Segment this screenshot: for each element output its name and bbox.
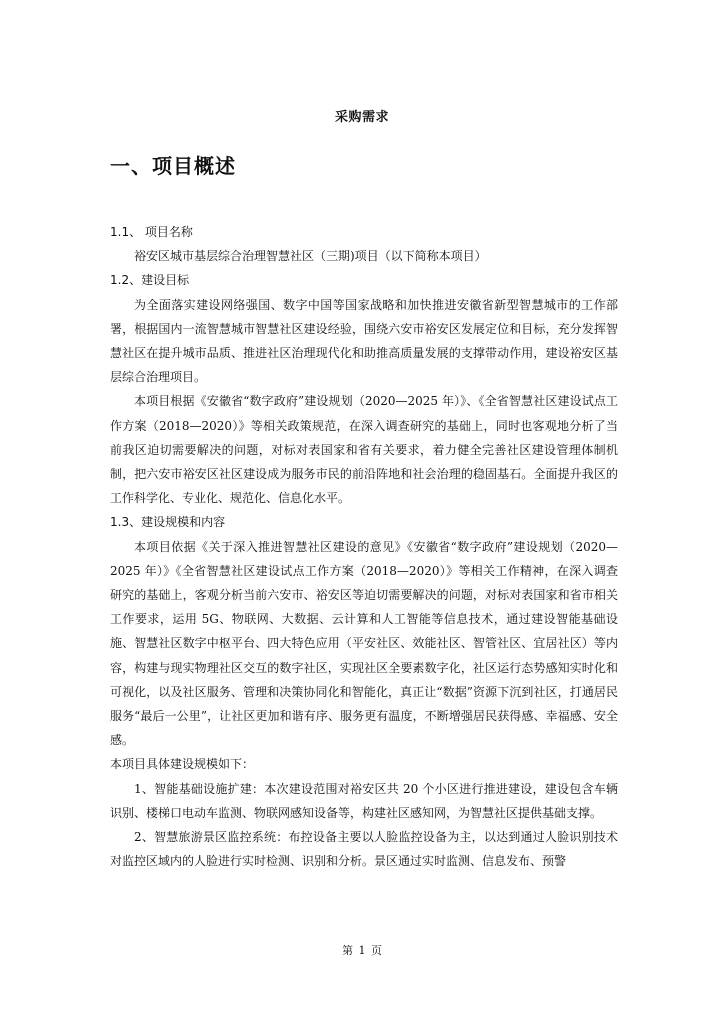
scale-item-1: 1、智能基础设施扩建：本次建设范围对裕安区共 20 个小区进行推进建设，建设包含车辆识别、楼梯口电动车监测、物联网感知设备等，构建社区感知网，为智慧社区提供基础支撑。 — [110, 781, 618, 820]
goals-paragraph-1: 为全面落实建设网络强国、数字中国等国家战略和加快推进安徽省新型智慧城市的工作部署，根据国内一流智慧城市智慧社区建设经验，围绕六安市裕安区发展定位和目标，充分发挥智慧社区在提升城市品质、推进社区治理现代化和助推高质量发展的支撑带动作用，建设裕安区基层综合治理项目。 — [110, 297, 618, 385]
project-name-paragraph: 裕安区城市基层综合治理智慧社区（三期)项目（以下简称本项目） — [134, 249, 487, 264]
section-heading-project-name: 1.1、 项目名称 — [110, 225, 193, 239]
scale-paragraph-1: 本项目依据《关于深入推进智慧社区建设的意见》《安徽省“数字政府”建设规划（2020—2025 年）》《全省智慧社区建设试点工作方案（2018—2020）》等相关工作精神，在深入调查研究的基础上，客观分析当前六安市、裕安区等迫切需要解决的问题，对标对表国家和省市相关工作要求，运用 5G、物联网、大数据、云计算和人工智能等信息技术，通过建设智能基础设施、智慧社区数字中枢平台、四大特色应用（平安社区、效能社区、智管社区、宜居社区）等内容，构建与现实物理社区交互的数字社区，实现社区全要素数字化，社区运行态势感知实时化和可视化，以及社区服务、管理和决策协同化和智能化，真正让“数据”资源下沉到社区，打通居民服务“最后一公里”，让社区更加和谐有序、服务更有温度，不断增强居民获得感、幸福感、安全感。 — [110, 539, 618, 748]
document-body — [110, 220, 618, 873]
scale-item-2: 2、智慧旅游景区监控系统：布控设备主要以人脸监控设备为主，以达到通过人脸识别技术对监控区域内的人脸进行实时检测、识别和分析。景区通过实时监测、信息发布、预警 — [110, 830, 618, 869]
chapter-heading: 一、项目概述 — [110, 154, 236, 178]
section-heading-goals: 1.2、建设目标 — [110, 273, 190, 288]
section-heading-scale: 1.3、建设规模和内容 — [110, 515, 226, 530]
document-title: 采购需求 — [334, 110, 389, 125]
goals-paragraph-2: 本项目根据《安徽省“数字政府”建设规划（2020—2025 年）》、《全省智慧社区建设试点工作方案（2018—2020）》等相关政策规范，在深入调查研究的基础上，同时也客观地分析了当前我区迫切需要解决的问题，对标对表国家和省有关要求，着力健全完善社区建设管理体制机制，把六安市裕安区社区建设成为服务市民的前沿阵地和社会治理的稳固基石。全面提升我区的工作科学化、专业化、规范化、信息化水平。 — [110, 394, 618, 506]
scale-intro: 本项目具体建设规模如下： — [110, 757, 255, 772]
page-number: 第 1 页 — [342, 944, 382, 957]
